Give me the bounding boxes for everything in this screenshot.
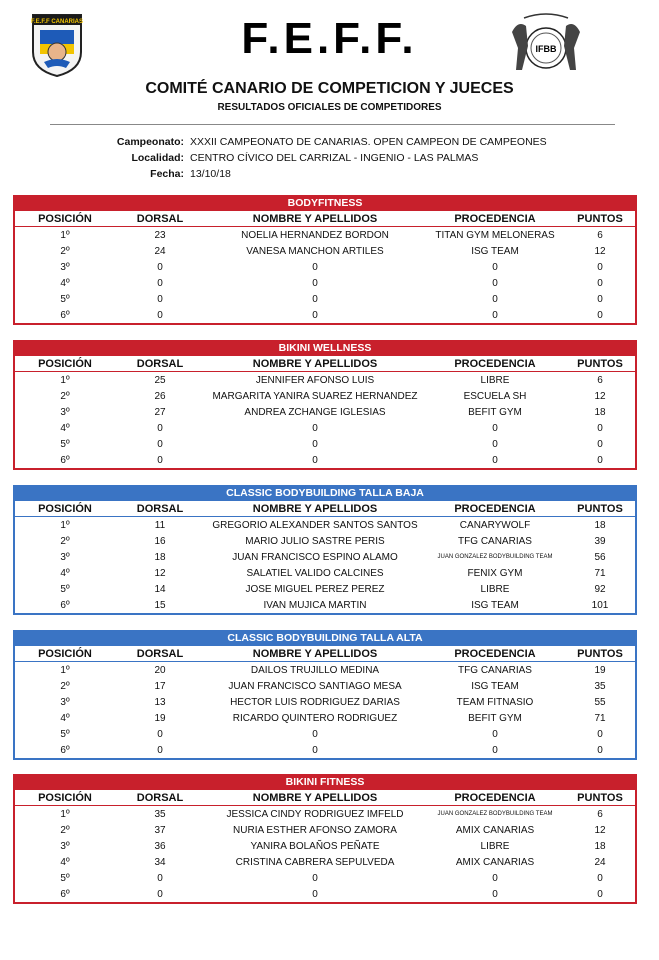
table-row [15,806,635,822]
cell-dorsal: 0 [157,261,163,273]
table-row [15,452,635,468]
column-header-dorsal: DORSAL [136,357,184,370]
cell-puntos: 55 [594,696,606,708]
localidad-label: Localidad: [131,152,184,164]
right-logo-text: IFBB [535,44,557,54]
cell-posicion: 6º [60,599,70,611]
column-header-puntos: PUNTOS [577,502,623,515]
table-row [15,854,635,870]
cell-procedencia: AMIX CANARIAS [455,856,535,868]
cell-dorsal: 0 [157,309,163,321]
cell-puntos: 0 [597,422,603,434]
cell-posicion: 3º [60,261,70,273]
fecha-value: 13/10/18 [190,168,231,180]
fecha-label: Fecha: [150,168,184,180]
column-header-nombre: NOMBRE Y APELLIDOS [252,212,378,225]
table-header-row [15,646,635,662]
results-table-0 [13,195,637,325]
cell-dorsal: 0 [157,872,163,884]
table-row [15,259,635,275]
table-row [15,275,635,291]
cell-nombre: 0 [312,454,318,466]
cell-procedencia: 0 [492,888,498,900]
cell-nombre: 0 [312,293,318,305]
results-table-2 [13,485,637,615]
cell-dorsal: 13 [154,696,166,708]
column-header-puntos: PUNTOS [577,647,623,660]
cell-nombre: 0 [312,872,318,884]
cell-posicion: 6º [60,744,70,756]
column-header-dorsal: DORSAL [136,212,184,225]
cell-nombre: 0 [312,728,318,740]
cell-dorsal: 24 [154,245,166,257]
localidad-value: CENTRO CÍVICO DEL CARRIZAL - INGENIO - LAS PALMAS [190,152,479,164]
column-header-nombre: NOMBRE Y APELLIDOS [252,791,378,804]
cell-nombre: MARIO JULIO SASTRE PERIS [245,535,385,547]
cell-puntos: 6 [597,808,603,820]
cell-procedencia: 0 [492,454,498,466]
cell-nombre: JESSICA CINDY RODRIGUEZ IMFELD [226,808,404,820]
column-header-procedencia: PROCEDENCIA [454,647,536,660]
cell-puntos: 24 [594,856,606,868]
cell-nombre: NOELIA HERNANDEZ BORDON [241,229,389,241]
cell-puntos: 12 [594,245,606,257]
cell-procedencia: 0 [492,872,498,884]
cell-puntos: 0 [597,261,603,273]
cell-procedencia: 0 [492,744,498,756]
section-title: BODYFITNESS [15,195,635,211]
cell-puntos: 6 [597,229,603,241]
section-title: BIKINI FITNESS [15,774,635,790]
cell-dorsal: 0 [157,454,163,466]
cell-posicion: 5º [60,583,70,595]
document-header [0,0,659,130]
info-row-campeonato [0,134,659,150]
column-header-procedencia: PROCEDENCIA [454,502,536,515]
cell-procedencia: AMIX CANARIAS [455,824,535,836]
cell-puntos: 92 [594,583,606,595]
cell-posicion: 3º [60,551,70,563]
cell-puntos: 0 [597,454,603,466]
info-row-fecha [0,166,659,182]
table-header-row [15,211,635,227]
cell-dorsal: 19 [154,712,166,724]
cell-procedencia: JUAN GONZALEZ BODYBUILDING TEAM [437,554,553,560]
cell-posicion: 6º [60,888,70,900]
table-row [15,694,635,710]
cell-dorsal: 15 [154,599,166,611]
cell-dorsal: 11 [154,519,166,531]
table-row [15,227,635,243]
cell-procedencia: 0 [492,422,498,434]
cell-posicion: 4º [60,422,70,434]
cell-procedencia: 0 [492,728,498,740]
cell-nombre: 0 [312,888,318,900]
cell-procedencia: ISG TEAM [471,245,519,257]
results-subtitle: RESULTADOS OFICIALES DE COMPETIDORES [217,102,442,113]
cell-dorsal: 35 [154,808,166,820]
table-row [15,517,635,533]
cell-posicion: 5º [60,872,70,884]
section-title: CLASSIC BODYBUILDING TALLA ALTA [15,630,635,646]
cell-procedencia: 0 [492,293,498,305]
cell-puntos: 0 [597,872,603,884]
cell-procedencia: LIBRE [480,374,510,386]
column-header-dorsal: DORSAL [136,502,184,515]
column-header-puntos: PUNTOS [577,212,623,225]
cell-nombre: 0 [312,309,318,321]
header-divider [50,124,615,125]
column-header-procedencia: PROCEDENCIA [454,212,536,225]
table-row [15,388,635,404]
cell-posicion: 1º [60,374,70,386]
cell-procedencia: TEAM FITNASIO [456,696,534,708]
column-header-posicion: POSICIÓN [38,791,92,804]
cell-posicion: 1º [60,229,70,241]
cell-nombre: MARGARITA YANIRA SUAREZ HERNANDEZ [212,390,418,402]
table-row [15,581,635,597]
results-table-3 [13,630,637,760]
table-row [15,404,635,420]
cell-procedencia: ESCUELA SH [463,390,527,402]
column-header-dorsal: DORSAL [136,791,184,804]
cell-posicion: 1º [60,664,70,676]
table-row [15,307,635,323]
cell-puntos: 39 [594,535,606,547]
cell-posicion: 4º [60,277,70,289]
cell-posicion: 4º [60,567,70,579]
section-title: CLASSIC BODYBUILDING TALLA BAJA [15,485,635,501]
cell-nombre: ANDREA ZCHANGE IGLESIAS [244,406,386,418]
column-header-posicion: POSICIÓN [38,357,92,370]
table-row [15,420,635,436]
cell-procedencia: TITAN GYM MELONERAS [435,229,555,241]
cell-nombre: IVAN MUJICA MARTIN [263,599,367,611]
table-header-row [15,356,635,372]
cell-dorsal: 37 [154,824,166,836]
committee-title: COMITÉ CANARIO DE COMPETICION Y JUECES [145,80,514,97]
column-header-nombre: NOMBRE Y APELLIDOS [252,502,378,515]
cell-procedencia: 0 [492,438,498,450]
cell-dorsal: 25 [154,374,166,386]
cell-posicion: 5º [60,293,70,305]
cell-posicion: 2º [60,535,70,547]
cell-nombre: 0 [312,261,318,273]
cell-procedencia: FENIX GYM [467,567,523,579]
column-header-puntos: PUNTOS [577,357,623,370]
table-row [15,742,635,758]
cell-nombre: JOSE MIGUEL PEREZ PEREZ [245,583,385,595]
cell-dorsal: 0 [157,293,163,305]
cell-posicion: 2º [60,245,70,257]
cell-posicion: 2º [60,390,70,402]
column-header-posicion: POSICIÓN [38,212,92,225]
table-row [15,726,635,742]
cell-nombre: 0 [312,438,318,450]
cell-dorsal: 27 [154,406,166,418]
cell-posicion: 1º [60,519,70,531]
cell-posicion: 3º [60,840,70,852]
table-header-row [15,790,635,806]
table-row [15,886,635,902]
cell-puntos: 35 [594,680,606,692]
cell-procedencia: TFG CANARIAS [458,664,532,676]
cell-dorsal: 0 [157,438,163,450]
cell-puntos: 0 [597,438,603,450]
cell-posicion: 6º [60,309,70,321]
cell-dorsal: 26 [154,390,166,402]
cell-puntos: 12 [594,390,606,402]
cell-nombre: JENNIFER AFONSO LUIS [255,374,375,386]
cell-nombre: DAILOS TRUJILLO MEDINA [250,664,380,676]
cell-dorsal: 16 [154,535,166,547]
cell-dorsal: 0 [157,277,163,289]
cell-nombre: VANESA MANCHON ARTILES [246,245,384,257]
cell-nombre: HECTOR LUIS RODRIGUEZ DARIAS [230,696,400,708]
cell-posicion: 4º [60,712,70,724]
cell-nombre: YANIRA BOLAÑOS PEÑATE [250,840,380,852]
campeonato-value: XXXII CAMPEONATO DE CANARIAS. OPEN CAMPEON DE CAMPEONES [190,136,547,148]
cell-puntos: 101 [591,599,609,611]
cell-procedencia: BEFIT GYM [468,406,522,418]
cell-posicion: 2º [60,824,70,836]
table-row [15,243,635,259]
table-row [15,678,635,694]
cell-puntos: 0 [597,277,603,289]
cell-puntos: 56 [594,551,606,563]
cell-dorsal: 20 [154,664,166,676]
cell-nombre: JUAN FRANCISCO SANTIAGO MESA [228,680,402,692]
cell-puntos: 0 [597,744,603,756]
cell-dorsal: 23 [154,229,166,241]
cell-dorsal: 12 [154,567,166,579]
cell-dorsal: 14 [154,583,166,595]
cell-procedencia: 0 [492,261,498,273]
cell-procedencia: LIBRE [480,583,510,595]
ifbb-logo [508,12,584,78]
table-row [15,291,635,307]
info-row-localidad [0,150,659,166]
cell-procedencia: CANARYWOLF [459,519,531,531]
cell-puntos: 18 [594,519,606,531]
cell-dorsal: 0 [157,888,163,900]
column-header-dorsal: DORSAL [136,647,184,660]
cell-dorsal: 36 [154,840,166,852]
table-header-row [15,501,635,517]
cell-procedencia: BEFIT GYM [468,712,522,724]
cell-posicion: 3º [60,696,70,708]
cell-puntos: 12 [594,824,606,836]
cell-nombre: 0 [312,422,318,434]
table-row [15,549,635,565]
cell-puntos: 19 [594,664,606,676]
cell-dorsal: 34 [154,856,166,868]
cell-dorsal: 0 [157,728,163,740]
table-row [15,597,635,613]
cell-dorsal: 18 [154,551,166,563]
column-header-posicion: POSICIÓN [38,502,92,515]
cell-posicion: 5º [60,728,70,740]
table-row [15,838,635,854]
column-header-puntos: PUNTOS [577,791,623,804]
cell-puntos: 71 [594,712,606,724]
cell-puntos: 18 [594,840,606,852]
table-row [15,533,635,549]
cell-nombre: NURIA ESTHER AFONSO ZAMORA [233,824,397,836]
cell-nombre: SALATIEL VALIDO CALCINES [246,567,384,579]
cell-procedencia: JUAN GONZALEZ BODYBUILDING TEAM [437,811,553,817]
cell-dorsal: 0 [157,422,163,434]
cell-dorsal: 0 [157,744,163,756]
cell-posicion: 4º [60,856,70,868]
cell-procedencia: TFG CANARIAS [458,535,532,547]
cell-posicion: 1º [60,808,70,820]
cell-nombre: 0 [312,277,318,289]
cell-posicion: 5º [60,438,70,450]
results-table-4 [13,774,637,904]
cell-procedencia: ISG TEAM [471,599,519,611]
cell-nombre: GREGORIO ALEXANDER SANTOS SANTOS [212,519,418,531]
cell-puntos: 0 [597,293,603,305]
cell-nombre: CRISTINA CABRERA SEPULVEDA [235,856,395,868]
table-row [15,662,635,678]
cell-puntos: 18 [594,406,606,418]
cell-procedencia: 0 [492,309,498,321]
table-row [15,565,635,581]
table-row [15,822,635,838]
section-title: BIKINI WELLNESS [15,340,635,356]
column-header-posicion: POSICIÓN [38,647,92,660]
column-header-procedencia: PROCEDENCIA [454,357,536,370]
cell-puntos: 6 [597,374,603,386]
column-header-procedencia: PROCEDENCIA [454,791,536,804]
cell-nombre: 0 [312,744,318,756]
cell-posicion: 2º [60,680,70,692]
cell-nombre: JUAN FRANCISCO ESPINO ALAMO [232,551,398,563]
event-info [0,134,659,182]
cell-puntos: 0 [597,728,603,740]
table-row [15,436,635,452]
column-header-nombre: NOMBRE Y APELLIDOS [252,357,378,370]
cell-posicion: 3º [60,406,70,418]
cell-dorsal: 17 [154,680,166,692]
table-row [15,870,635,886]
cell-nombre: RICARDO QUINTERO RODRIGUEZ [232,712,398,724]
cell-posicion: 6º [60,454,70,466]
cell-puntos: 0 [597,309,603,321]
cell-procedencia: LIBRE [480,840,510,852]
cell-puntos: 71 [594,567,606,579]
cell-puntos: 0 [597,888,603,900]
table-row [15,372,635,388]
cell-procedencia: 0 [492,277,498,289]
column-header-nombre: NOMBRE Y APELLIDOS [252,647,378,660]
results-table-1 [13,340,637,470]
page-title: F.E.F.F. [241,14,418,63]
table-row [15,710,635,726]
left-logo-text: F.E.F.F CANARIAS [30,19,84,25]
campeonato-label: Campeonato: [116,136,184,148]
cell-procedencia: ISG TEAM [471,680,519,692]
